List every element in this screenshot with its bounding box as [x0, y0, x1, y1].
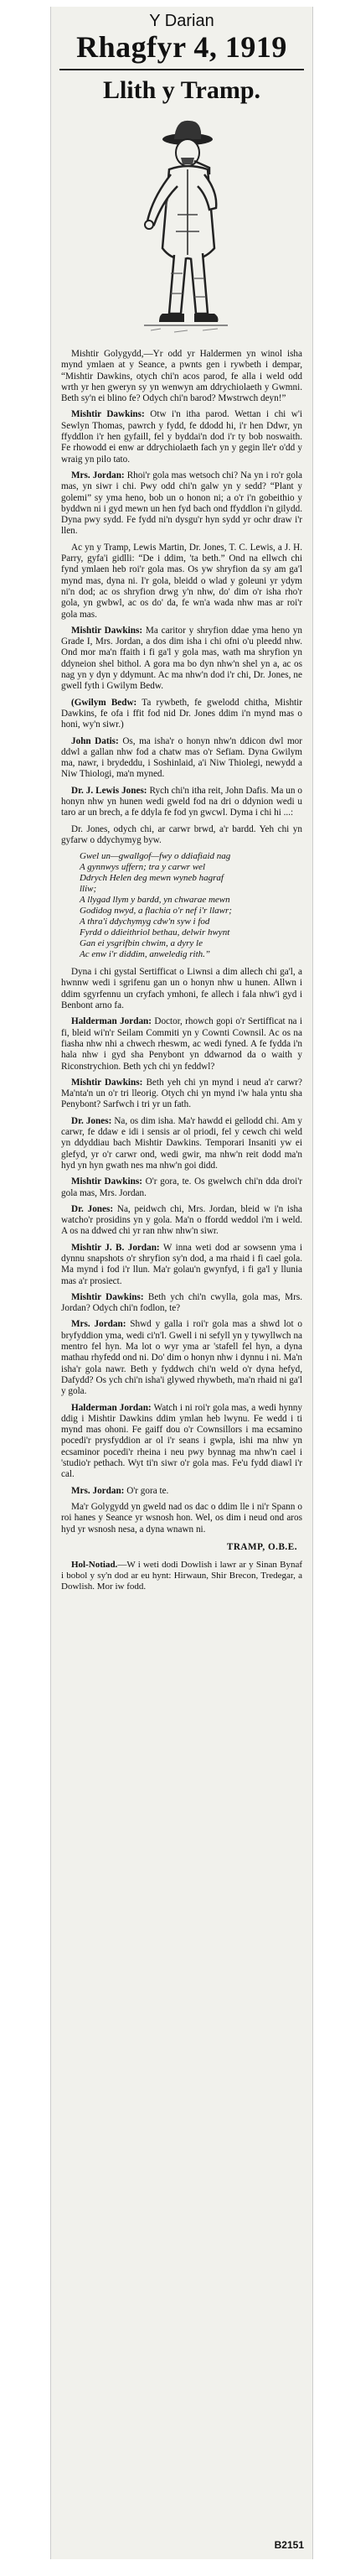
author-signoff: TRAMP, O.B.E.: [226, 1541, 297, 1552]
paragraph: [61, 786, 302, 819]
paragraph: Ma'r Golygydd yn gweld nad os dac o ddim lle i ni'r Spann o roi hanes y Seance yr wsnosh hon. Wel, os dim i neud ond aros hyd yr wsnosh nesa, a dyna wnawn ni.: [61, 1501, 302, 1535]
speaker: Mishtir Dawkins:: [71, 1077, 143, 1088]
poem-line: Gan ei ysgrifbin chwim, a dyry le: [80, 938, 203, 949]
paragraph: [61, 1319, 302, 1397]
speech: Ma caritor y shryfion ddae yma heno yn Grade I, Mrs. Jordan, a dos dim isha i chi ofni o'u pleedd nhw. Ond mor ma'n ffaith i fi ga'l y gola mas, wath ma shryfion yn ddyneion shel bithol. A gora ma bo dyn nhw'n shel yn a, ac os nag yn y dyn y ddymunt. Ac ma nhw'n dod i'r chi, Dr. Jones, ne gwell fyth i Gwilym Bedw.: [61, 625, 302, 692]
paragraph: [61, 409, 302, 465]
speaker: (Gwilym Bedw:: [71, 697, 137, 708]
speaker: Mishtir Dawkins:: [71, 625, 143, 636]
speech: O'r gora, te. Os gwelwch chi'n dda droi'r gola mas, Mrs. Jordan.: [61, 1176, 302, 1198]
paragraph: [61, 1403, 302, 1481]
speaker: John Datis:: [71, 735, 119, 746]
speaker: Halderman Jordan:: [71, 1016, 152, 1027]
tramp-illustration: [111, 114, 253, 340]
speech: Beth ych chi'n cwylla, gola mas, Mrs. Jordan? Odych chi'n fodlon, te?: [61, 1291, 302, 1314]
speech: Shwd y galla i roi'r gola mas a shwd lot o bryfyddion yma, wedi ci'n'l. Gwell i ni sefyll yn y tywyllwch na mentro fel hyn. Ma lot o wyr yma ar 'stafell fel hyn, a dyna mathau rhyfedd ond ni. Do' dim o honyn nhw i dynnu i ni. Ma'n isha'r gola nawr. Beth y fyddwch chi'n weld o'r dyna hefyd, Dafydd? Os ych chi'n isha'i glywed rhywbeth, ma'n rhaid ni ga'l y gola.: [61, 1319, 303, 1397]
tramp-figure-icon: [111, 114, 253, 340]
speech: Os, ma isha'r o honyn nhw'n ddicon dwl mor ddwl a gallan nhw fod a chatw mas o'r Sefiam. Dyna Gwilym ma, nawr, i brydeddu, i Soshinlaid, a'i Niw Thiolegi, newydd a Niw Thiologi, ma'n myned.: [61, 735, 302, 780]
speaker: Dr. Jones:: [71, 1203, 114, 1214]
paragraph: [61, 1292, 302, 1315]
speech: Otw i'n itha parod. Wettan i chi w'i Sewlyn Thomas, pawrch y fydd, fe ddodd hi, i'r hen Ddwr, yn ffyddlon i'r hen gyfaill, fel y byddai'n dod i'r ty bob noswaith. Fe rhowodd ei enw ar ddrychiolaeth fach yn y gegin lle'r o'dd y wraig yn pilo tato.: [61, 409, 302, 465]
paragraph: Dyna i chi gystal Sertifficat o Liwnsi a dim allech chi ga'l, a hwnnw wedi i sgrifenu gan un o honyn nhw u hunen. Allwn i ddim sgyrfennu un cryfach ymhoni, fe allech i fala nhw'i gyd i Benbont arno fa.: [61, 967, 302, 1011]
paragraph: [61, 698, 302, 731]
paragraph: [61, 1116, 302, 1171]
paper-name: Y Darian: [149, 12, 214, 30]
masthead-rule: [59, 69, 304, 70]
poem-quote: [80, 851, 302, 960]
speech: Watch i ni roi'r gola mas, a wedi hynny ddig i Mishtir Dawkins ddim ymlan heb lwynu. Fe wedd i ti mynd mas ohoni. Fe gaiff dou o'r Cownsillors i ma ecsamino pocedi'r prysfyddion ar ol i'r seans i gwpla, ishi ma nhw yn ecsaminor pocedi'r rheina i neu pwy bynnag ma nhw'n cael i 'studio'r pethach. Wyt ti'n siwr o'r gola mas. Fe'u fydd diawl i'r cal.: [61, 1402, 302, 1480]
speech: Na, os dim isha. Ma'r hawdd ei gellodd chi. Am y carwr, fe ddaw e idi i sensis ar ol priodi, fel y cewch chi weld yn ddyddiau bach Mishtir Dawkins. Temporari Insaniti yw ei glefyd, yr o'r carwr ond, wedi gwir, ma nhw'n reit dodd ma'n hyd yn hyn gwath nes ma nhw'n goi didd.: [61, 1115, 302, 1171]
paragraph: [61, 1176, 302, 1199]
paragraph: [61, 1204, 302, 1238]
column-title: Llith y Tramp.: [102, 76, 261, 104]
masthead: [51, 7, 312, 64]
paragraph: Ac yn y Tramp, Lewis Martin, Dr. Jones, T. C. Lewis, a J. H. Parry, gyfa'i gidlli: “De i ddim, 'ta beth.” Ond na ellwch chi fynd ymlaen heb roi'r gola mas. Os yw shryfion da sy am ga'l mynd mas, dyna ni. I'r gola, bleidd o wlad y goleuni yr ydym ni'n dod; ac os shryfion drwg y'n nhw, do' dim o'r isha rho'r gola, yn gwbwl, ac os do' da, fe wn'a wada nhw mas ar roi'r gola mas.: [61, 542, 302, 620]
poem-line: Godidog nwyd, a flachia o'r nef i'r llawr;: [80, 906, 232, 917]
speech: O'r gora te.: [126, 1485, 169, 1496]
speaker: Mishtir Dawkins:: [71, 1176, 142, 1187]
paragraph: [61, 736, 302, 781]
postscript-text: —W i weti dodi Dowlish i lawr ar y Sinan Bynaf i bobol y sy'n dod ar eu hynt: Hirwaun, Shir Brecon, Tredegar, a Dowlish. Mor iw fodd.: [61, 1560, 302, 1592]
speech: Doctor, rhowch gopi o'r Sertifficat na i fi, bleid wi'n'r Seilam Commiti yn y Cownti Cownsil. Ac os na fiasha nhw nhi a chwech rheswm, ac wedi fyned. A fe fydda i'n hala nhw i gyd sha Penybont yn ddwarnod da o waith y Riconstrychion. Beth ych chi yn feddwl?: [61, 1016, 302, 1072]
speech: Ta rywbeth, fe gwelodd chitha, Mishtir Dawkins, fe ofa i ffit fod nid Dr. Jones ddim i'n mynd mas o honi, wy'n siwr.): [61, 697, 302, 730]
speaker: Mrs. Jordan:: [71, 1319, 126, 1330]
poem-line: Ddrych Helen deg mewn wyneb hagraf: [80, 873, 224, 884]
issue-date: Rhagfyr 4, 1919: [76, 30, 287, 64]
speech: Rych chi'n itha reit, John Dafis. Ma un o honyn nhw yn hunen wedi gweld fod na dri o ddynion wedi u taro ar un brech, a fe ddyla fe fod yn gwcwl. Dyma i chi hi ...:: [61, 785, 302, 818]
paragraph: [61, 1078, 302, 1111]
postscript-label: Hol-Notiad.: [71, 1560, 118, 1571]
speaker: Dr. J. Lewis Jones:: [71, 785, 147, 796]
archive-reference: B2151: [274, 2539, 304, 2551]
speech: Beth yeh chi yn mynd i neud a'r carwr? Ma'nta'n un o'r tri lleorig. Otych chi yn mynd i'w hala yntu sha Penybont? Sarfwch i tri yr un fath.: [61, 1077, 302, 1110]
paragraph: [61, 1243, 302, 1287]
article-body: [51, 345, 312, 1592]
newspaper-clipping: [50, 7, 313, 2559]
poem-line: lliw;: [80, 884, 97, 895]
speaker: Mrs. Jordan:: [71, 470, 125, 480]
paragraph: [61, 626, 302, 693]
speaker: Mishtir Dawkins:: [71, 409, 145, 420]
paragraph: Mishtir Golygydd,—Yr odd yr Haldermen yn winol isha mynd ymlaen at y Seance, a pwnts gen i rywbeth i dempar, “Mishtir Dawkins, otych chi'n acos parod, fe alla i weld odd wrth yr hen gweryn sy yn wenwyn am ddrychiolaeth y Gwmni. Beth sy'n ei blino fe? Odych chi'n barod? Mwstrwch deyn!”: [61, 349, 302, 404]
poem-line: A llygad llym y bardd, yn chwarae mewn: [80, 895, 230, 906]
speech: Rhoi'r gola mas wetsoch chi? Na yn i ro'r gola mas, yn siwr i chi. Pwy odd chi'n galw yn y sedd? “Plant y golemi” sy yma heno, bob un o honon ni; a o'r i'n gobeithio y byddwn ni i gyd mewn un hen fyd bach ond ffyddlon i'n gilydd. Dyna pwy sydd. Fe fydd ni'n dysgu'r hyn sydd yr ochr draw i'r llen.: [61, 470, 302, 537]
poem-line: Gwel un—gwallgof—fwy o ddiafiaid nag: [80, 851, 231, 862]
paragraph: [61, 1016, 302, 1072]
speaker: Mrs. Jordan:: [71, 1485, 125, 1496]
speech: W inna weti dod ar sowsenn yma i dynnu snapshots o'r shryfion sy'n dod, a ma rhaid i fi cael gola. Ma mynd i fod i'r llun. Ma'r golau'n gwynfyd, i fi ga'l y llunia mas a'r prosiect.: [61, 1242, 302, 1286]
paragraph: [61, 1486, 302, 1497]
poem-line: A thra'i ddychymyg cdw'n syw i fod: [80, 917, 210, 927]
speaker: Dr. Jones:: [71, 1115, 112, 1126]
poem-line: A gynnwys uffern; tra y carwr wel: [80, 862, 206, 873]
postscript: [61, 1560, 302, 1592]
poem-line: Fyrdd o ddieithriol bethau, delwir hwynt: [80, 927, 230, 938]
paragraph: Dr. Jones, odych chi, ar carwr brwd, a'r bardd. Yeh chi yn gyfarw o ddychymyg byw.: [61, 823, 302, 845]
speaker: Mishtir J. B. Jordan:: [71, 1242, 160, 1253]
speech: Na, peidwch chi, Mrs. Jordan, bleid w i'n isha watcho'r prosidins yn y gola. Ma'n o ffordd weddol i'm i weld. A os na ddwed chi yr ran nhw nhw'n siwr.: [61, 1203, 302, 1237]
poem-line: Ac enw i'r diddim, anweledig rith.”: [80, 949, 211, 960]
speaker: Mishtir Dawkins:: [71, 1291, 144, 1302]
paragraph: [61, 470, 302, 538]
speaker: Halderman Jordan:: [71, 1402, 152, 1413]
